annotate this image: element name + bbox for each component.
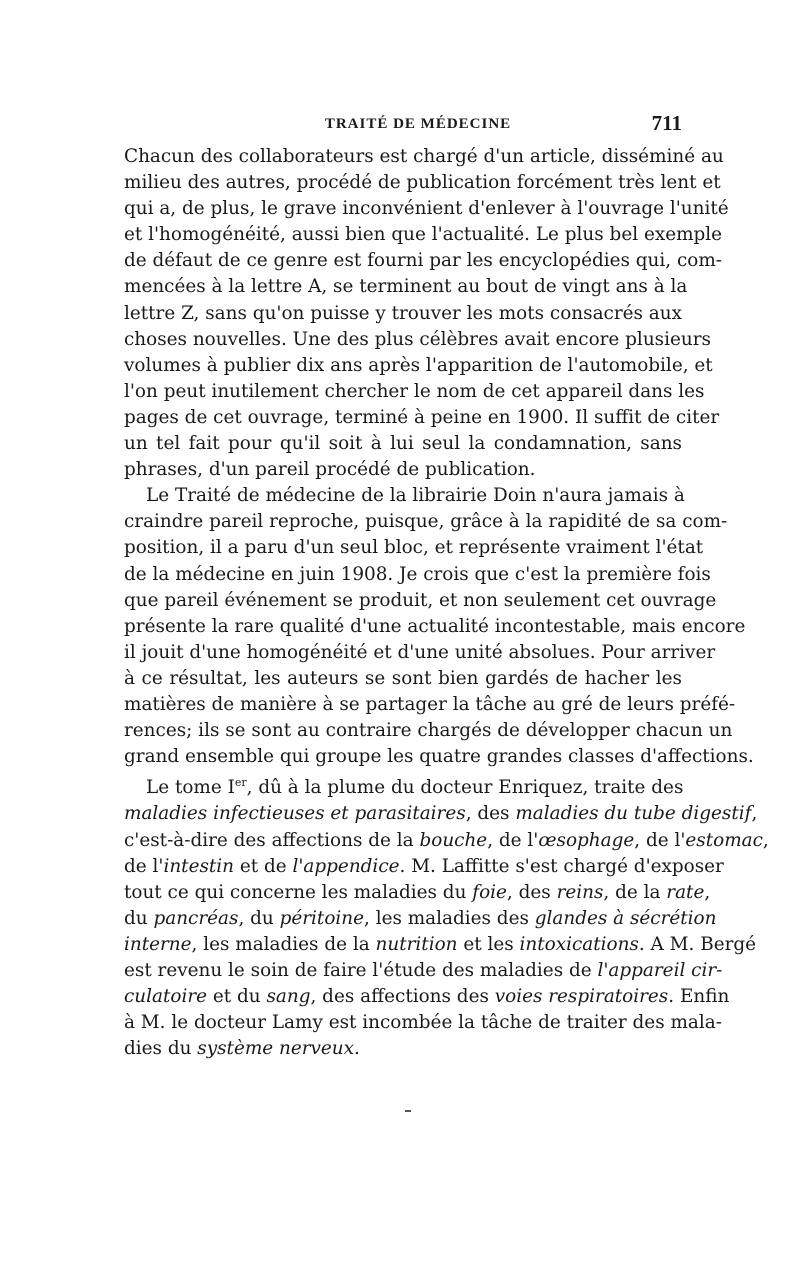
text-run: , dû à la plume du docteur Enriquez, traite des (246, 777, 684, 799)
italic-term: culatoire (124, 986, 208, 1008)
text-line: à ce résultat, les auteurs se sont bien gardés de hacher les (124, 667, 682, 689)
page-number: 711 (651, 111, 682, 135)
italic-term: intestin (163, 855, 235, 877)
text-line (124, 770, 682, 801)
text-line: volumes à publier dix ans après l'apparition de l'automobile, et (124, 354, 713, 376)
text-run: , des affections des (310, 986, 495, 1008)
italic-term: intoxications (519, 933, 639, 955)
text-line: craindre pareil reproche, puisque, grâce à la rapidité de sa com- (124, 511, 728, 533)
italic-term: voies respiratoires (494, 986, 669, 1008)
text-line: rences; ils se sont au contraire chargés de développer chacun un (124, 720, 733, 742)
text-line: présente la rare qualité d'une actualité incontestable, mais encore (124, 615, 746, 637)
text-run: , de la (603, 881, 667, 903)
book-page (124, 110, 769, 1062)
italic-term: l'appareil cir- (597, 960, 723, 982)
text-line: matières de manière à se partager la tâche au gré de leurs préfé- (124, 693, 736, 715)
text-line (124, 880, 711, 906)
text-run: . A M. Bergé (638, 933, 757, 955)
italic-term: maladies du tube digestif (515, 803, 752, 825)
text-line (124, 828, 769, 854)
text-run: à M. le docteur Lamy est incombée la tâche de traiter des mala- (124, 1012, 722, 1034)
text-run: , (762, 829, 769, 851)
text-run: tout ce qui concerne les maladies du (124, 881, 473, 903)
text-line: Chacun des collaborateurs est chargé d'un article, disséminé au (124, 146, 724, 167)
text-line: Le Traité de médecine de la librairie Doin n'aura jamais à (146, 485, 685, 507)
italic-term: œsophage (538, 829, 635, 851)
text-line: mencées à la lettre A, se terminent au bout de vingt ans à la (124, 276, 688, 298)
italic-term: péritoine (279, 907, 364, 929)
text-run: . M. Laffitte s'est chargé d'exposer (399, 855, 724, 877)
italic-term: glandes à sécrétion (534, 907, 717, 929)
italic-term: l'appendice (292, 855, 400, 877)
text-run: c'est-à-dire des affections de la (124, 829, 420, 851)
text-run: , de l' (487, 829, 539, 851)
text-line: phrases, d'un pareil procédé de publication. (124, 459, 536, 481)
text-run: , (751, 803, 758, 825)
text-run: et du (207, 986, 267, 1008)
text-run: Le tome I (146, 777, 235, 799)
text-line: il jouit d'une homogénéité et d'une unité absolues. Pour arriver (124, 641, 716, 663)
print-speck (405, 1110, 411, 1112)
text-run: , les maladies des (364, 907, 535, 929)
text-run: est revenu le soin de faire l'étude des maladies de (124, 960, 598, 982)
italic-term: nutrition (375, 933, 458, 955)
text-line: lettre Z, sans qu'on puisse y trouver les mots consacrés aux (124, 302, 682, 324)
text-line (124, 906, 717, 932)
superscript: er (234, 776, 247, 790)
text-run: , des (506, 881, 557, 903)
text-run: dies du (124, 1038, 198, 1060)
text-run: . Enfin (668, 986, 730, 1008)
text-line: choses nouvelles. Une des plus célèbres avait encore plusieurs (124, 328, 711, 350)
text-line (124, 1010, 722, 1036)
italic-term: foie (472, 881, 507, 903)
text-line (124, 854, 724, 880)
text-run: , de l' (634, 829, 686, 851)
text-line (124, 932, 757, 958)
italic-term: rate (666, 881, 705, 903)
text-run: , les maladies de la (191, 933, 376, 955)
text-run: , du (238, 907, 280, 929)
text-run: , (704, 881, 711, 903)
text-line: position, il a paru d'un seul bloc, et représente vraiment l'état (124, 537, 704, 559)
paragraph-3 (124, 770, 769, 1062)
text-line (124, 984, 730, 1010)
italic-term: interne (124, 933, 192, 955)
text-line: que pareil événement se produit, et non seulement cet ouvrage (124, 589, 717, 611)
italic-term: sang (266, 986, 311, 1008)
paragraph-1 (124, 144, 729, 483)
text-run: et de (234, 855, 293, 877)
running-header (124, 110, 682, 144)
text-line (124, 801, 758, 827)
text-run: de l' (124, 855, 164, 877)
text-line: pages de cet ouvrage, terminé à peine en 1900. Il suffit de citer (124, 406, 720, 428)
text-line: de défaut de ce genre est fourni par les encyclopédies qui, com- (124, 250, 722, 272)
italic-term: maladies infectieuses et parasitaires (124, 803, 466, 825)
italic-term: bouche (419, 829, 488, 851)
text-run: du (124, 907, 154, 929)
text-line: milieu des autres, procédé de publication forcément très lent et (124, 172, 721, 194)
paragraph-2 (124, 483, 754, 770)
text-line (124, 958, 723, 984)
text-line: grand ensemble qui groupe les quatre grandes classes d'affections. (124, 746, 754, 768)
text-run: . (354, 1038, 360, 1060)
italic-term: pancréas (153, 907, 239, 929)
text-line: l'on peut inutilement chercher le nom de cet appareil dans les (124, 380, 705, 402)
text-line: un tel fait pour qu'il soit à lui seul la condamnation, sans (124, 433, 682, 455)
italic-term: estomac (685, 829, 763, 851)
text-line: qui a, de plus, le grave inconvénient d'enlever à l'ouvrage l'unité (124, 198, 729, 220)
running-title: TRAITÉ DE MÉDECINE (324, 116, 512, 132)
text-line: de la médecine en juin 1908. Je crois que c'est la première fois (124, 563, 711, 585)
italic-term: reins (556, 881, 604, 903)
text-run: et les (457, 933, 520, 955)
text-line: et l'homogénéité, aussi bien que l'actualité. Le plus bel exemple (124, 224, 723, 246)
text-line (124, 1036, 682, 1062)
italic-term: système nerveux (197, 1038, 355, 1060)
text-run: , des (465, 803, 516, 825)
